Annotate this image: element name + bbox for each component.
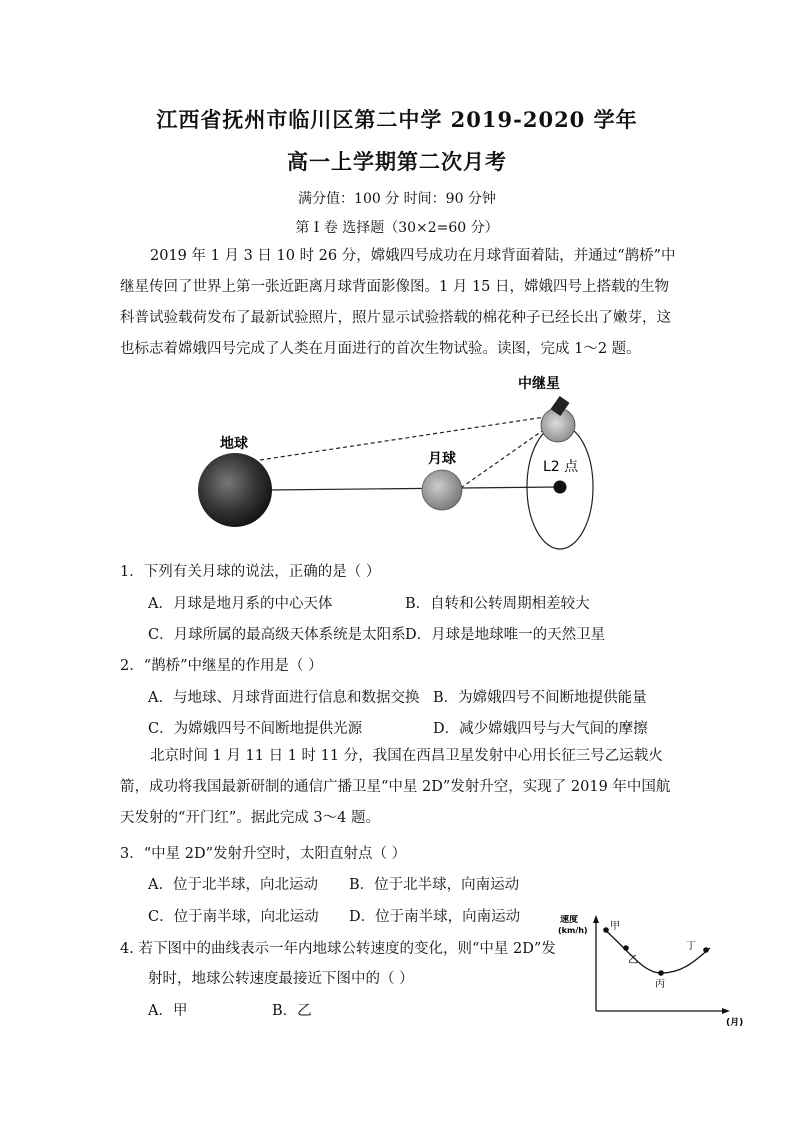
label-bing: 丙 bbox=[655, 979, 665, 990]
q4-stem-line-2: 射时，地球公转速度最接近下图中的（ ） bbox=[148, 971, 414, 987]
q1-stem: 1．下列有关月球的说法，正确的是（ ） bbox=[120, 564, 381, 580]
passage-2: 北京时间 1 月 11 日 1 时 11 分，我国在西昌卫星发射中心用长征三号乙运载火箭，成功将我国最新研制的通信广播卫星“中星 2D”发射升空，实现了 2019 年中国航天发射的“开门红”。据此完成 3～4 题。 bbox=[120, 748, 671, 826]
moon-globe bbox=[422, 470, 462, 510]
q3-option-b: B．位于北半球，向南运动 bbox=[349, 877, 520, 893]
exam-title: 江西省抚州市临川区第二中学 2019-2020 学年 bbox=[156, 107, 638, 132]
q2-option-d: D．减少嫦娥四号与大气间的摩擦 bbox=[433, 721, 648, 737]
section-heading: 第 I 卷 选择题（30×2=60 分） bbox=[295, 220, 499, 236]
moon-label: 月球 bbox=[428, 451, 456, 467]
exam-subtitle: 高一上学期第二次月考 bbox=[287, 149, 507, 174]
orbital-speed-chart bbox=[558, 915, 753, 1030]
l2-label: L2 点 bbox=[543, 459, 579, 475]
earth-l2-line bbox=[268, 487, 560, 490]
point-bing bbox=[658, 970, 664, 976]
l2-point bbox=[554, 481, 567, 494]
passage-1: 2019 年 1 月 3 日 10 时 26 分，嫦娥四号成功在月球背面着陆，并通过“鹊桥”中继星传回了世界上第一张近距离月球背面影像图。1 月 15 日，嫦娥四号上搭载的生物科普试验载荷发布了最新试验照片，照片显示试验搭载的棉花种子已经长出了嫩芽，这也标志着嫦娥四号完成了人类在月面进行的首次生物试验。读图，完成 1～2 题。 bbox=[120, 248, 676, 357]
q1-option-c: C．月球所属的最高级天体系统是太阳系 bbox=[148, 627, 406, 643]
q3-option-c: C．位于南半球，向北运动 bbox=[148, 909, 319, 925]
q2-option-c: C．为嫦娥四号不间断地提供光源 bbox=[148, 721, 363, 737]
y-axis-label: 速度 bbox=[560, 915, 579, 925]
x-axis-label: (月) bbox=[726, 1018, 744, 1028]
q2-option-a: A．与地球、月球背面进行信息和数据交换 bbox=[148, 690, 420, 706]
earth-relay-dashed-line bbox=[260, 415, 558, 460]
label-ding: 丁 bbox=[686, 941, 696, 952]
x-axis-arrow bbox=[722, 1008, 730, 1014]
point-jia bbox=[603, 927, 609, 933]
q4-option-b: B．乙 bbox=[272, 1003, 312, 1019]
q1-option-a: A．月球是地月系的中心天体 bbox=[148, 596, 333, 612]
q1-option-b: B．自转和公转周期相差较大 bbox=[405, 596, 590, 612]
point-yi bbox=[623, 945, 629, 951]
earth-globe bbox=[198, 453, 272, 527]
y-axis-unit: (km/h) bbox=[558, 926, 588, 935]
q2-stem: 2．“鹊桥”中继星的作用是（ ） bbox=[120, 658, 323, 674]
y-axis-arrow bbox=[593, 915, 599, 923]
point-ding bbox=[703, 947, 709, 953]
q4-option-a: A．甲 bbox=[148, 1003, 188, 1019]
q4-stem-line-1: 4. 若下图中的曲线表示一年内地球公转速度的变化，则“中星 2D”发 bbox=[120, 941, 556, 957]
score-time-info: 满分值：100 分 时间：90 分钟 bbox=[298, 191, 496, 207]
q3-option-d: D．位于南半球，向南运动 bbox=[349, 909, 521, 925]
label-yi: 乙 bbox=[628, 955, 638, 966]
q1-option-d: D．月球是地球唯一的天然卫星 bbox=[405, 627, 606, 643]
q2-option-b: B．为嫦娥四号不间断地提供能量 bbox=[433, 690, 647, 706]
label-jia: 甲 bbox=[610, 921, 620, 932]
q3-option-a: A．位于北半球，向北运动 bbox=[148, 877, 318, 893]
q3-stem: 3．“中星 2D”发射升空时，太阳直射点（ ） bbox=[120, 846, 407, 862]
relay-label: 中继星 bbox=[518, 376, 560, 392]
moon-relay-dashed-line bbox=[455, 424, 552, 492]
earth-label: 地球 bbox=[220, 436, 248, 452]
earth-moon-relay-diagram bbox=[180, 370, 620, 550]
